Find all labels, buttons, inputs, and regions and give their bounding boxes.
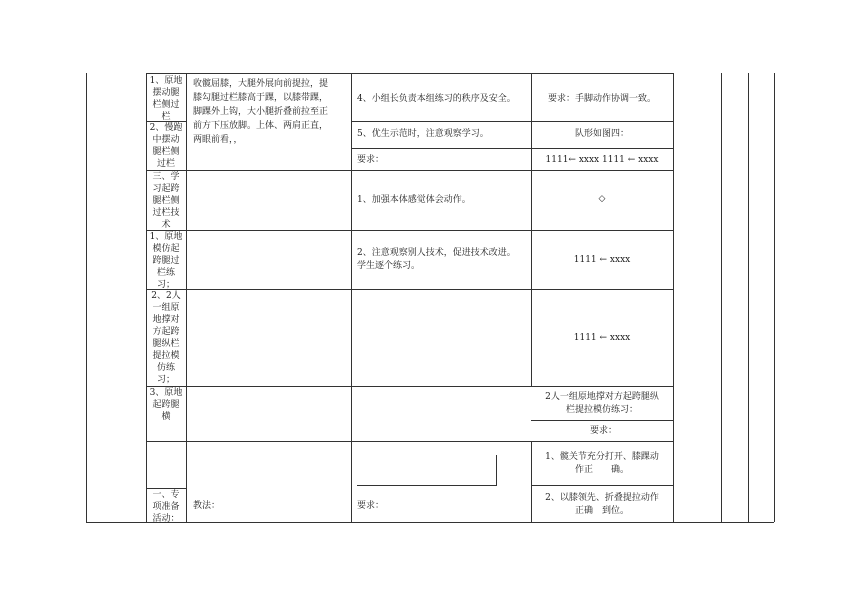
requirement-label: 要求： [590,426,618,436]
teaching-method-label: 教法： [193,501,221,511]
technique-description: 收髋屈膝，大腿外展向前提拉，提 膝勾腿过栏膝高于踝，以膝带踝， 脚踝外上钩，大小腿折叠前拉至正 前方下压放脚。上体、两肩正直， 两眼前看，， [193,79,329,145]
req-hip-open: 1、髋关节充分打开、膝踝动 作正 确。 [545,452,659,475]
org-requirement-label-2: 要求： [357,501,385,511]
org-item-2: 2、注意观察别人技术，促进技术改进。 学生逐个练习。 [357,248,516,271]
req-knee-lead: 2、以膝领先、折叠提拉动作 正确 到位。 [545,493,659,516]
org-item-5: 5、优生示范时，注意观察学习。 [357,129,489,139]
exercise-3-label: 3、原地 起跨腿 横 [149,388,183,422]
org-item-1: 1、加强本体感觉体会动作。 [357,195,471,205]
exercise-1-label: 1、原地 模仿起 跨腿过 栏练 习； [149,232,183,289]
pair-practice-text: 2人一组原地撑对方起跨腿纵 栏提拉模仿练习： [545,392,659,415]
req-coordination: 要求：手脚动作协调一致。 [547,94,656,104]
section-special-prep-label: 一、专 项准备 活动： [152,490,180,522]
org-requirement-label: 要求： [357,155,385,165]
org-item-4: 4、小组长负责本组练习的秩序及安全。 [357,94,516,104]
step-1-label: 1、原地 摆动腿 栏侧过 栏 [149,76,183,121]
exercise-2-label: 2、2人 一组原 地撑对 方起跨 腿纵栏 提拉模 仿练 习； [151,291,181,385]
step-2-label: 2、慢跑 中摆动 腿栏侧 过栏 [149,123,183,169]
formation-diagram-2: 1111 ← xxxx [573,255,631,265]
formation-diagram-1: 1111← xxxx 1111 ← xxxx [545,155,659,165]
section-3-label: 三、学 习起跨 腿栏侧 过栏技 术 [152,172,180,230]
formation-diagram-3: 1111 ← xxxx [573,333,631,343]
formation-label: 队形如图四： [574,129,629,139]
formation-diamond-symbol: ◇ [598,194,606,204]
